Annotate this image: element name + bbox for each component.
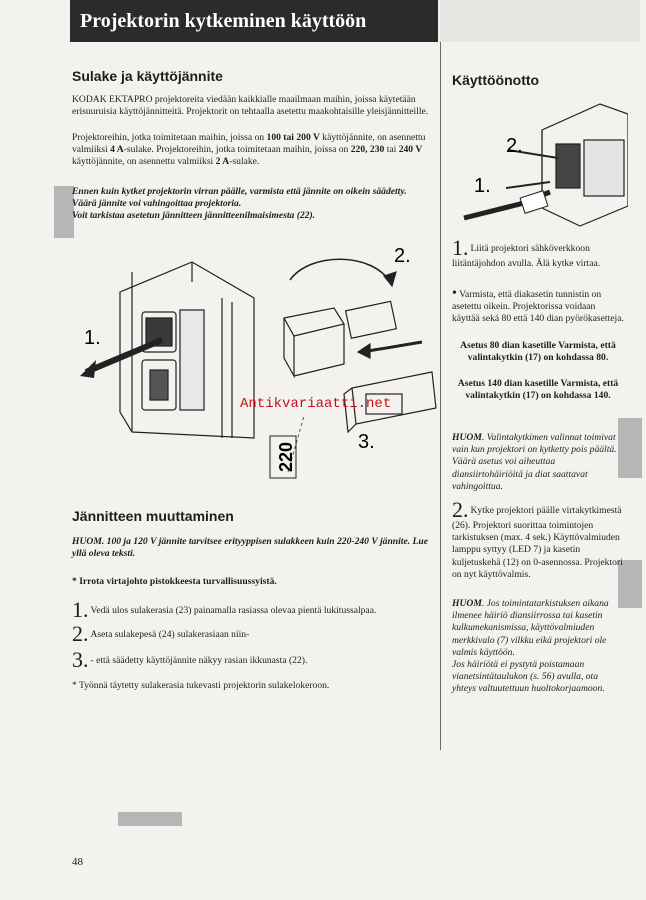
header-grey-panel (440, 0, 640, 42)
fig-label-3: 3. (358, 431, 375, 453)
step-3-number: 3. (72, 647, 89, 672)
cassette-bullet: • Varmista, että diakasetin tunnistin on asetettu oikein. Projektorissa voidaan käyttää sekä 80 että 140 dian pyörökasetteja. (452, 286, 624, 325)
left-tab-marker (54, 186, 74, 238)
safety-bullet: * Irrota virtajohto pistokkeesta turvallisuussyistä. (72, 576, 277, 587)
fig-label-1-right: 1. (474, 175, 491, 197)
section-heading-fuse: Sulake ja käyttöjännite (72, 68, 223, 84)
setup-step-1-text: Liitä projektori sähköverkkoon liitäntäjohdon avulla. Älä kytke virtaa. (452, 243, 601, 269)
step-3 (72, 647, 436, 672)
power-plug (520, 191, 548, 214)
fig-label-2: 2. (394, 245, 411, 267)
fig-label-2-right: 2. (506, 135, 523, 157)
step-2-text: Aseta sulakepesä (24) sulakerasiaan niin- (90, 629, 250, 640)
note-1: HUOM. Valintakytkimen valinnat toimivat vain kun projektori on kytketty pois päältä. Väärä asetus voi aiheuttaa diansiirtohäiriöitä ja diat saattavat vahingoittua. (452, 432, 617, 492)
step-2-number: 2. (72, 621, 89, 646)
step-1 (72, 597, 436, 622)
intro-paragraph: KODAK EKTAPRO projektoreita viedään kaikkialle maailmaan maihin, joissa käytetään erisuuruisia käyttöjännitteitä. Projektorit on tehtaalla asetettu maakohtaisille yleisjännitteille. (72, 94, 429, 118)
setup-step-2-number: 2. (452, 497, 469, 522)
setting-80: Asetus 80 dian kasetille Varmista, että valintakytkin (17) on kohdassa 80. (460, 340, 616, 364)
section-heading-voltage: Jännitteen muuttaminen (72, 508, 234, 524)
setup-step-2 (452, 497, 624, 581)
page-number: 48 (72, 856, 83, 868)
setup-step-2-text: Kytke projektori päälle virtakytkimestä (26). Projektori suorittaa toimintojen tarkistuksen (max. 4 sek.) Käyttövalmiuden lamppu syttyy (LED 7) ja kasetin kuljetuskehä (12) on 0-asennossa. Projektori on nyt käyttövalmis. (452, 505, 623, 580)
note-2-label: HUOM (452, 598, 482, 609)
projector-corner-drawing (542, 104, 628, 226)
page-title: Projektorin kytkeminen käyttöön (80, 10, 367, 32)
setup-step-1 (452, 235, 622, 270)
power-connection-illustration (450, 96, 628, 236)
step-1-number: 1. (72, 597, 89, 622)
watermark-text: Antikvariaatti.net (240, 396, 392, 412)
setup-step-1-number: 1. (452, 235, 469, 260)
step-1-text: Vedä ulos sulakerasia (23) painamalla rasiassa olevaa pientä lukitussalpaa. (90, 605, 377, 616)
fig-label-1: 1. (84, 327, 101, 349)
section-heading-setup: Käyttöönotto (452, 72, 540, 88)
bottom-tab-marker (118, 812, 182, 826)
voltage-note: HUOM. 100 ja 120 V jännite tarvitsee erityyppisen sulakkeen kuin 220-240 V jännite. Lue yllä oleva teksti. (72, 536, 428, 560)
final-instruction: * Työnnä täytetty sulakerasia tukevasti projektorin sulakelokeroon. (72, 680, 330, 691)
step-2 (72, 621, 436, 646)
fuse-paragraph: Projektoreihin, jotka toimitetaan maihin, joissa on 100 tai 200 V käyttöjännite, on asennettu valmiiksi 4 A-sulake. Projektoreihin, jotka toimitetaan maihin, joissa on 220, 230 tai 240 V käyttöjännite, on asennettu valmiiksi 2 A-sulake. (72, 132, 426, 168)
voltage-indicator-label: 220 (276, 441, 296, 472)
step-3-text: - että säädetty käyttöjännite näkyy rasian ikkunasta (22). (90, 655, 308, 666)
fuse-change-illustration (72, 232, 442, 502)
setting-140: Asetus 140 dian kasetille Varmista, että valintakytkin (17) on kohdassa 140. (457, 378, 619, 402)
warning-text: Ennen kuin kytket projektorin virran päälle, varmista että jännite on oikein säädetty. Väärä jännite voi vahingoittaa projektoria. Voit tarkistaa asetetun jännitteen jännitteenilmaisimesta (22). (72, 186, 407, 222)
note-2: HUOM. Jos toimintatarkistuksen aikana ilmenee häiriö diansiirrossa tai kasetin kulkumekanismissa, käyttövalmiuden merkkivalo (7) vilkku eikä projektori ole valmis käyttöön. Jos häiriötä ei pystytä poistamaan vianetsintätaulukon (s. 56) avulla, ota yhteys valtuutettuun huoltokorjaamoon. (452, 598, 609, 695)
note-1-label: HUOM (452, 432, 482, 443)
